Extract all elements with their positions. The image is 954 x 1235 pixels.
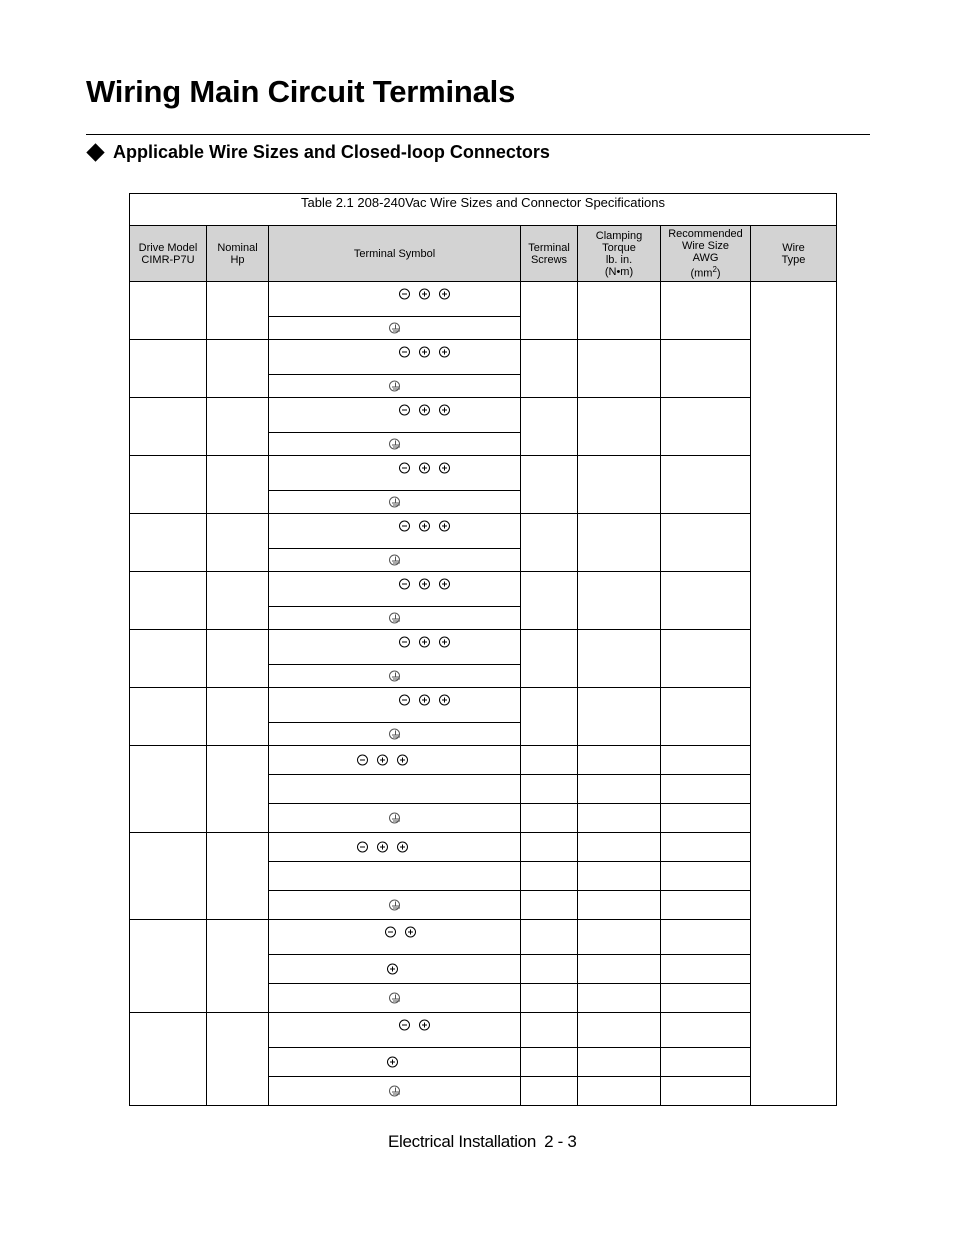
terminal-symbol-group <box>357 755 408 766</box>
ground-icon <box>389 993 400 1004</box>
drive-model-cell <box>130 746 207 833</box>
clamping-torque-cell <box>578 891 661 920</box>
terminal-symbol-cell <box>269 1077 521 1106</box>
terminal-symbol-group <box>389 993 400 1004</box>
table-row <box>130 630 837 665</box>
terminal-symbol-cell <box>269 607 521 630</box>
terminal-screws-cell <box>521 282 578 340</box>
table-row <box>130 398 837 433</box>
terminal-symbol-cell <box>269 282 521 317</box>
plus-terminal-icon <box>397 842 408 853</box>
drive-model-cell <box>130 630 207 688</box>
awg-cell <box>661 688 751 746</box>
table-row <box>130 514 837 549</box>
terminal-screws-cell <box>521 920 578 955</box>
header-terminal-symbol: Terminal Symbol <box>269 226 521 282</box>
ground-icon <box>389 555 400 566</box>
awg-cell <box>661 775 751 804</box>
plus-terminal-icon <box>397 755 408 766</box>
clamping-torque-cell <box>578 514 661 572</box>
terminal-symbol-group <box>387 964 398 975</box>
clamping-torque-cell <box>578 746 661 775</box>
nominal-hp-cell <box>207 282 269 340</box>
minus-terminal-icon <box>399 579 410 590</box>
terminal-screws-cell <box>521 862 578 891</box>
awg-cell <box>661 891 751 920</box>
terminal-symbol-cell <box>269 317 521 340</box>
terminal-screws-cell <box>521 688 578 746</box>
section-title: Applicable Wire Sizes and Closed-loop Connectors <box>113 142 550 162</box>
nominal-hp-cell <box>207 688 269 746</box>
ground-icon <box>389 900 400 911</box>
terminal-screws-cell <box>521 804 578 833</box>
clamping-torque-cell <box>578 630 661 688</box>
header-wire-type: Wire Type <box>751 226 837 282</box>
awg-cell <box>661 398 751 456</box>
clamping-torque-cell <box>578 955 661 984</box>
terminal-screws-cell <box>521 746 578 775</box>
terminal-screws-cell <box>521 1013 578 1048</box>
awg-cell <box>661 1048 751 1077</box>
clamping-torque-cell <box>578 775 661 804</box>
minus-terminal-icon <box>399 463 410 474</box>
awg-cell <box>661 1077 751 1106</box>
terminal-symbol-cell <box>269 833 521 862</box>
awg-cell <box>661 804 751 833</box>
awg-cell <box>661 572 751 630</box>
footer-section: Electrical Installation <box>388 1132 537 1151</box>
terminal-symbol-group <box>399 637 450 648</box>
terminal-symbol-group <box>399 347 450 358</box>
section-heading <box>86 142 550 163</box>
terminal-symbol-cell <box>269 375 521 398</box>
terminal-screws-cell <box>521 514 578 572</box>
terminal-screws-cell <box>521 1048 578 1077</box>
table-row <box>130 340 837 375</box>
terminal-symbol-cell <box>269 891 521 920</box>
plus-terminal-icon <box>419 405 430 416</box>
clamping-torque-cell <box>578 456 661 514</box>
nominal-hp-cell <box>207 456 269 514</box>
ground-icon <box>389 381 400 392</box>
nominal-hp-cell <box>207 1013 269 1106</box>
plus-terminal-icon <box>377 842 388 853</box>
terminal-symbol-group <box>399 695 450 706</box>
nominal-hp-cell <box>207 398 269 456</box>
plus-terminal-icon <box>419 347 430 358</box>
plus-terminal-icon <box>387 964 398 975</box>
drive-model-cell <box>130 688 207 746</box>
title-rule <box>86 134 870 135</box>
terminal-symbol-group <box>389 497 400 508</box>
plus-terminal-icon <box>419 695 430 706</box>
terminal-symbol-cell <box>269 723 521 746</box>
awg-cell <box>661 984 751 1013</box>
drive-model-cell <box>130 398 207 456</box>
minus-terminal-icon <box>399 289 410 300</box>
terminal-symbol-cell <box>269 491 521 514</box>
terminal-symbol-cell <box>269 549 521 572</box>
minus-terminal-icon <box>399 521 410 532</box>
terminal-symbol-group <box>389 555 400 566</box>
terminal-symbol-group <box>387 1057 398 1068</box>
terminal-screws-cell <box>521 833 578 862</box>
clamping-torque-cell <box>578 1048 661 1077</box>
awg-cell <box>661 920 751 955</box>
terminal-symbol-group <box>399 521 450 532</box>
awg-cell <box>661 955 751 984</box>
clamping-torque-cell <box>578 862 661 891</box>
terminal-screws-cell <box>521 572 578 630</box>
terminal-symbol-group <box>389 439 400 450</box>
footer-page-number: 2 - 3 <box>544 1132 577 1151</box>
ground-icon <box>389 671 400 682</box>
minus-terminal-icon <box>357 755 368 766</box>
wire-type-cell <box>751 282 837 1106</box>
drive-model-cell <box>130 572 207 630</box>
minus-terminal-icon <box>357 842 368 853</box>
drive-model-cell <box>130 920 207 1013</box>
minus-terminal-icon <box>399 695 410 706</box>
plus-terminal-icon <box>439 579 450 590</box>
clamping-torque-cell <box>578 398 661 456</box>
awg-cell <box>661 630 751 688</box>
terminal-symbol-cell <box>269 340 521 375</box>
nominal-hp-cell <box>207 572 269 630</box>
clamping-torque-cell <box>578 833 661 862</box>
terminal-symbol-group <box>399 1020 430 1031</box>
plus-terminal-icon <box>377 755 388 766</box>
terminal-screws-cell <box>521 456 578 514</box>
terminal-symbol-cell <box>269 665 521 688</box>
ground-icon <box>389 729 400 740</box>
clamping-torque-cell <box>578 920 661 955</box>
table-row <box>130 1013 837 1048</box>
plus-terminal-icon <box>405 927 416 938</box>
terminal-screws-cell <box>521 340 578 398</box>
clamping-torque-cell <box>578 804 661 833</box>
table-row <box>130 572 837 607</box>
terminal-symbol-cell <box>269 775 521 804</box>
wire-size-table <box>129 193 837 1106</box>
nominal-hp-cell <box>207 746 269 833</box>
clamping-torque-cell <box>578 688 661 746</box>
minus-terminal-icon <box>399 637 410 648</box>
terminal-screws-cell <box>521 1077 578 1106</box>
terminal-symbol-cell <box>269 630 521 665</box>
ground-icon <box>389 813 400 824</box>
terminal-symbol-cell <box>269 804 521 833</box>
header-terminal-screws: Terminal Screws <box>521 226 578 282</box>
plus-terminal-icon <box>439 289 450 300</box>
ground-icon <box>389 439 400 450</box>
clamping-torque-cell <box>578 1077 661 1106</box>
terminal-screws-cell <box>521 984 578 1013</box>
terminal-symbol-group <box>389 381 400 392</box>
terminal-symbol-cell <box>269 746 521 775</box>
terminal-symbol-group <box>389 671 400 682</box>
diamond-bullet-icon <box>86 143 104 161</box>
nominal-hp-cell <box>207 340 269 398</box>
minus-terminal-icon <box>385 927 396 938</box>
table-header-row <box>130 226 837 282</box>
terminal-screws-cell <box>521 775 578 804</box>
terminal-symbol-group <box>389 323 400 334</box>
clamping-torque-cell <box>578 984 661 1013</box>
table-row <box>130 688 837 723</box>
plus-terminal-icon <box>439 695 450 706</box>
awg-cell <box>661 1013 751 1048</box>
awg-cell <box>661 340 751 398</box>
terminal-symbol-cell <box>269 456 521 491</box>
table-row <box>130 746 837 775</box>
clamping-torque-cell <box>578 572 661 630</box>
drive-model-cell <box>130 1013 207 1106</box>
page-footer <box>388 1132 577 1152</box>
terminal-symbol-cell <box>269 862 521 891</box>
clamping-torque-cell <box>578 340 661 398</box>
page-title: Wiring Main Circuit Terminals <box>86 74 516 109</box>
drive-model-cell <box>130 514 207 572</box>
terminal-symbol-cell <box>269 1013 521 1048</box>
plus-terminal-icon <box>419 637 430 648</box>
plus-terminal-icon <box>419 521 430 532</box>
terminal-symbol-cell <box>269 398 521 433</box>
terminal-symbol-group <box>389 729 400 740</box>
plus-terminal-icon <box>439 637 450 648</box>
header-drive-model: Drive Model CIMR-P7U <box>130 226 207 282</box>
table-row <box>130 920 837 955</box>
table-row <box>130 282 837 317</box>
terminal-symbol-cell <box>269 688 521 723</box>
ground-icon <box>389 323 400 334</box>
terminal-screws-cell <box>521 630 578 688</box>
terminal-symbol-group <box>399 405 450 416</box>
awg-cell <box>661 282 751 340</box>
plus-terminal-icon <box>419 1020 430 1031</box>
plus-terminal-icon <box>439 463 450 474</box>
drive-model-cell <box>130 282 207 340</box>
ground-icon <box>389 497 400 508</box>
header-clamping-torque: Clamping Torque lb. in. (N•m) <box>578 226 661 282</box>
plus-terminal-icon <box>439 347 450 358</box>
nominal-hp-cell <box>207 833 269 920</box>
terminal-symbol-group <box>385 927 416 938</box>
header-nominal-hp: Nominal Hp <box>207 226 269 282</box>
terminal-symbol-group <box>357 842 408 853</box>
awg-cell <box>661 456 751 514</box>
drive-model-cell <box>130 833 207 920</box>
terminal-symbol-group <box>399 463 450 474</box>
plus-terminal-icon <box>439 405 450 416</box>
plus-terminal-icon <box>439 521 450 532</box>
awg-cell <box>661 514 751 572</box>
table-row <box>130 833 837 862</box>
terminal-symbol-cell <box>269 955 521 984</box>
awg-cell <box>661 746 751 775</box>
terminal-symbol-cell <box>269 984 521 1013</box>
header-recommended-awg: Recommended Wire Size AWG $(mm^2)$ <box>661 226 751 282</box>
awg-cell <box>661 833 751 862</box>
drive-model-cell <box>130 340 207 398</box>
plus-terminal-icon <box>387 1057 398 1068</box>
terminal-screws-cell <box>521 398 578 456</box>
terminal-symbol-cell <box>269 433 521 456</box>
minus-terminal-icon <box>399 347 410 358</box>
ground-icon <box>389 613 400 624</box>
minus-terminal-icon <box>399 405 410 416</box>
clamping-torque-cell <box>578 282 661 340</box>
terminal-symbol-cell <box>269 920 521 955</box>
awg-cell <box>661 862 751 891</box>
table-body <box>130 282 837 1106</box>
terminal-symbol-cell <box>269 514 521 549</box>
terminal-symbol-group <box>389 813 400 824</box>
table-row <box>130 456 837 491</box>
plus-terminal-icon <box>419 579 430 590</box>
terminal-symbol-group <box>399 579 450 590</box>
terminal-symbol-group <box>389 1086 400 1097</box>
table-caption: Table 2.1 208-240Vac Wire Sizes and Connector Specifications <box>130 194 837 226</box>
ground-icon <box>389 1086 400 1097</box>
terminal-symbol-cell <box>269 1048 521 1077</box>
nominal-hp-cell <box>207 630 269 688</box>
minus-terminal-icon <box>399 1020 410 1031</box>
terminal-symbol-cell <box>269 572 521 607</box>
nominal-hp-cell <box>207 514 269 572</box>
terminal-symbol-group <box>399 289 450 300</box>
nominal-hp-cell <box>207 920 269 1013</box>
drive-model-cell <box>130 456 207 514</box>
terminal-symbol-group <box>389 900 400 911</box>
plus-terminal-icon <box>419 289 430 300</box>
clamping-torque-cell <box>578 1013 661 1048</box>
terminal-screws-cell <box>521 891 578 920</box>
terminal-screws-cell <box>521 955 578 984</box>
plus-terminal-icon <box>419 463 430 474</box>
terminal-symbol-group <box>389 613 400 624</box>
